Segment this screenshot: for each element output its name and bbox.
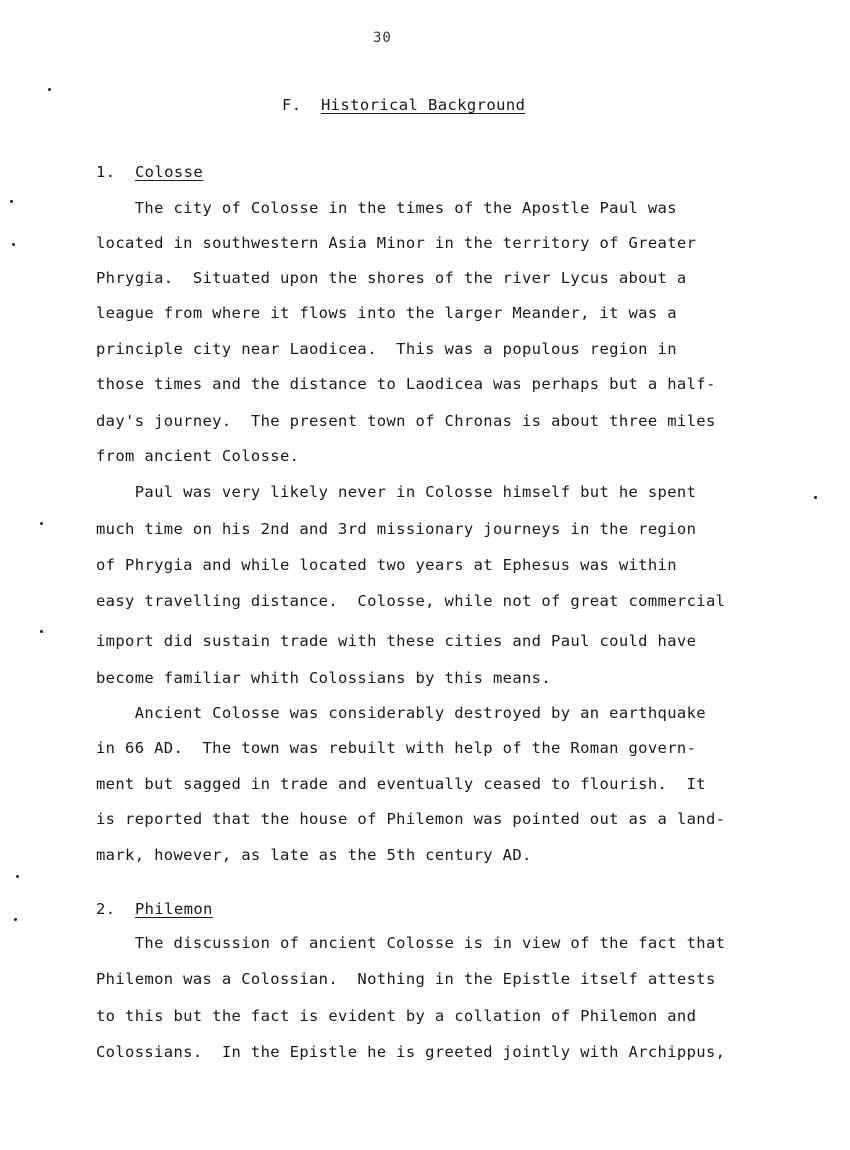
text-line: mark, however, as late as the 5th century AD. — [96, 846, 532, 864]
text-line: of Phrygia and while located two years at Ephesus was within — [96, 556, 677, 574]
title-letter: F. — [282, 96, 302, 114]
page-title — [282, 96, 525, 114]
scan-speck — [814, 496, 817, 499]
text-line: those times and the distance to Laodicea was perhaps but a half- — [96, 375, 716, 393]
text-line: Phrygia. Situated upon the shores of the river Lycus about a — [96, 269, 687, 287]
text-line: from ancient Colosse. — [96, 447, 300, 465]
section-title: Colosse — [134, 163, 204, 181]
scan-speck — [16, 875, 19, 878]
text-line: Paul was very likely never in Colosse himself but he spent — [96, 483, 697, 501]
scan-speck — [40, 522, 43, 525]
text-line: to this but the fact is evident by a collation of Philemon and — [96, 1007, 697, 1025]
section-number: 1. — [96, 163, 116, 181]
scan-speck — [14, 918, 17, 921]
text-line: much time on his 2nd and 3rd missionary journeys in the region — [96, 520, 697, 538]
text-line: principle city near Laodicea. This was a populous region in — [96, 340, 677, 358]
text-line: located in southwestern Asia Minor in the territory of Greater — [96, 234, 697, 252]
section-heading-philemon — [96, 900, 213, 918]
title-words: Historical Background — [320, 96, 526, 114]
text-line: Philemon was a Colossian. Nothing in the Epistle itself attests — [96, 970, 716, 988]
section-title: Philemon — [134, 900, 213, 918]
text-line: ment but sagged in trade and eventually ceased to flourish. It — [96, 775, 706, 793]
text-line: import did sustain trade with these cities and Paul could have — [96, 632, 697, 650]
scan-speck — [40, 630, 43, 633]
scan-speck — [10, 200, 13, 203]
text-line: easy travelling distance. Colosse, while not of great commercial — [96, 592, 726, 610]
text-line: Ancient Colosse was considerably destroyed by an earthquake — [96, 704, 706, 722]
text-line: day's journey. The present town of Chronas is about three miles — [96, 412, 716, 430]
section-number: 2. — [96, 900, 116, 918]
text-line: in 66 AD. The town was rebuilt with help of the Roman govern- — [96, 739, 697, 757]
text-line: The city of Colosse in the times of the Apostle Paul was — [96, 199, 677, 217]
scan-speck — [48, 88, 51, 91]
text-line: league from where it flows into the larger Meander, it was a — [96, 304, 677, 322]
text-line: is reported that the house of Philemon was pointed out as a land- — [96, 810, 726, 828]
scan-speck — [12, 243, 15, 246]
text-line: become familiar whith Colossians by this means. — [96, 669, 552, 687]
text-line: Colossians. In the Epistle he is greeted jointly with Archippus, — [96, 1043, 726, 1061]
text-line: The discussion of ancient Colosse is in view of the fact that — [96, 934, 726, 952]
page-number: 30 — [373, 30, 392, 46]
section-heading-colosse — [96, 163, 203, 181]
